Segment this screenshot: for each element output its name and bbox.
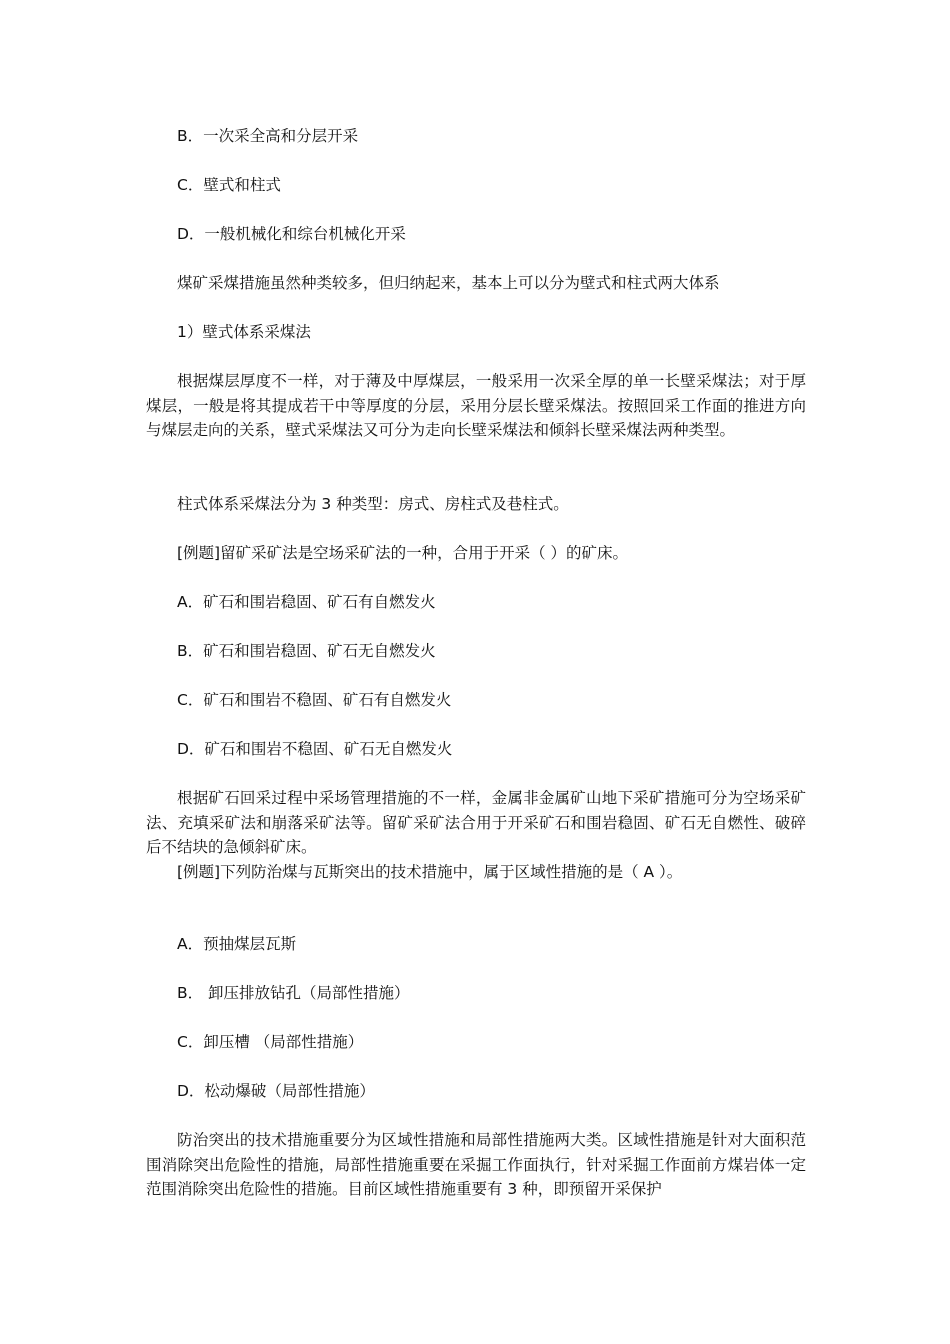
q3-option-d: D．松动爆破（局部性措施） bbox=[177, 1082, 375, 1100]
q1-summary: 煤矿采煤措施虽然种类较多，但归纳起来，基本上可以分为壁式和柱式两大体系 bbox=[177, 274, 720, 292]
wall-mining-paragraph: 根据煤层厚度不一样，对于薄及中厚煤层，一般采用一次采全厚的单一长壁采煤法；对于厚煤层，一般是将其提成若干中等厚度的分层，采用分层长壁采煤法。按照回采工作面的推进方向与煤层走向的关系，壁式采煤法又可分为走向长壁采煤法和倾斜长壁采煤法两种类型。 bbox=[146, 372, 806, 439]
pillar-mining-paragraph: 柱式体系采煤法分为 3 种类型：房式、房柱式及巷柱式。 bbox=[177, 495, 569, 513]
q1-option-d: D．一般机械化和综台机械化开采 bbox=[177, 225, 406, 243]
q3-option-a: A．预抽煤层瓦斯 bbox=[177, 935, 297, 953]
q2-option-d: D．矿石和围岩不稳固、矿石无自燃发火 bbox=[177, 740, 453, 758]
q3-question: [例题]下列防治煤与瓦斯突出的技术措施中，属于区域性措施的是（ A ）。 bbox=[177, 863, 683, 881]
q3-explanation: 防治突出的技术措施重要分为区域性措施和局部性措施两大类。区域性措施是针对大面积范围消除突出危险性的措施，局部性措施重要在采掘工作面执行，针对采掘工作面前方煤岩体一定范围消除突出危险性的措施。目前区域性措施重要有 3 种，即预留开采保护 bbox=[146, 1131, 806, 1198]
q1-option-c: C．壁式和柱式 bbox=[177, 176, 281, 194]
q3-option-c: C．卸压槽 （局部性措施） bbox=[177, 1033, 364, 1051]
q1-option-b: B．一次采全高和分层开采 bbox=[177, 127, 359, 145]
q2-question: [例题]留矿采矿法是空场采矿法的一种，合用于开采（ ）的矿床。 bbox=[177, 544, 629, 562]
q2-option-a: A．矿石和围岩稳固、矿石有自燃发火 bbox=[177, 593, 436, 611]
section-heading-wall-mining: 1）壁式体系采煤法 bbox=[177, 323, 311, 341]
q2-option-c: C．矿石和围岩不稳固、矿石有自燃发火 bbox=[177, 691, 452, 709]
q2-explanation: 根据矿石回采过程中采场管理措施的不一样，金属非金属矿山地下采矿措施可分为空场采矿法、充填采矿法和崩落采矿法等。留矿采矿法合用于开采矿石和围岩稳固、矿石无自燃性、破碎后不结块的急倾斜矿床。 bbox=[146, 789, 806, 856]
q2-option-b: B．矿石和围岩稳固、矿石无自燃发火 bbox=[177, 642, 436, 660]
q3-option-b: B． 卸压排放钻孔（局部性措施） bbox=[177, 984, 410, 1002]
